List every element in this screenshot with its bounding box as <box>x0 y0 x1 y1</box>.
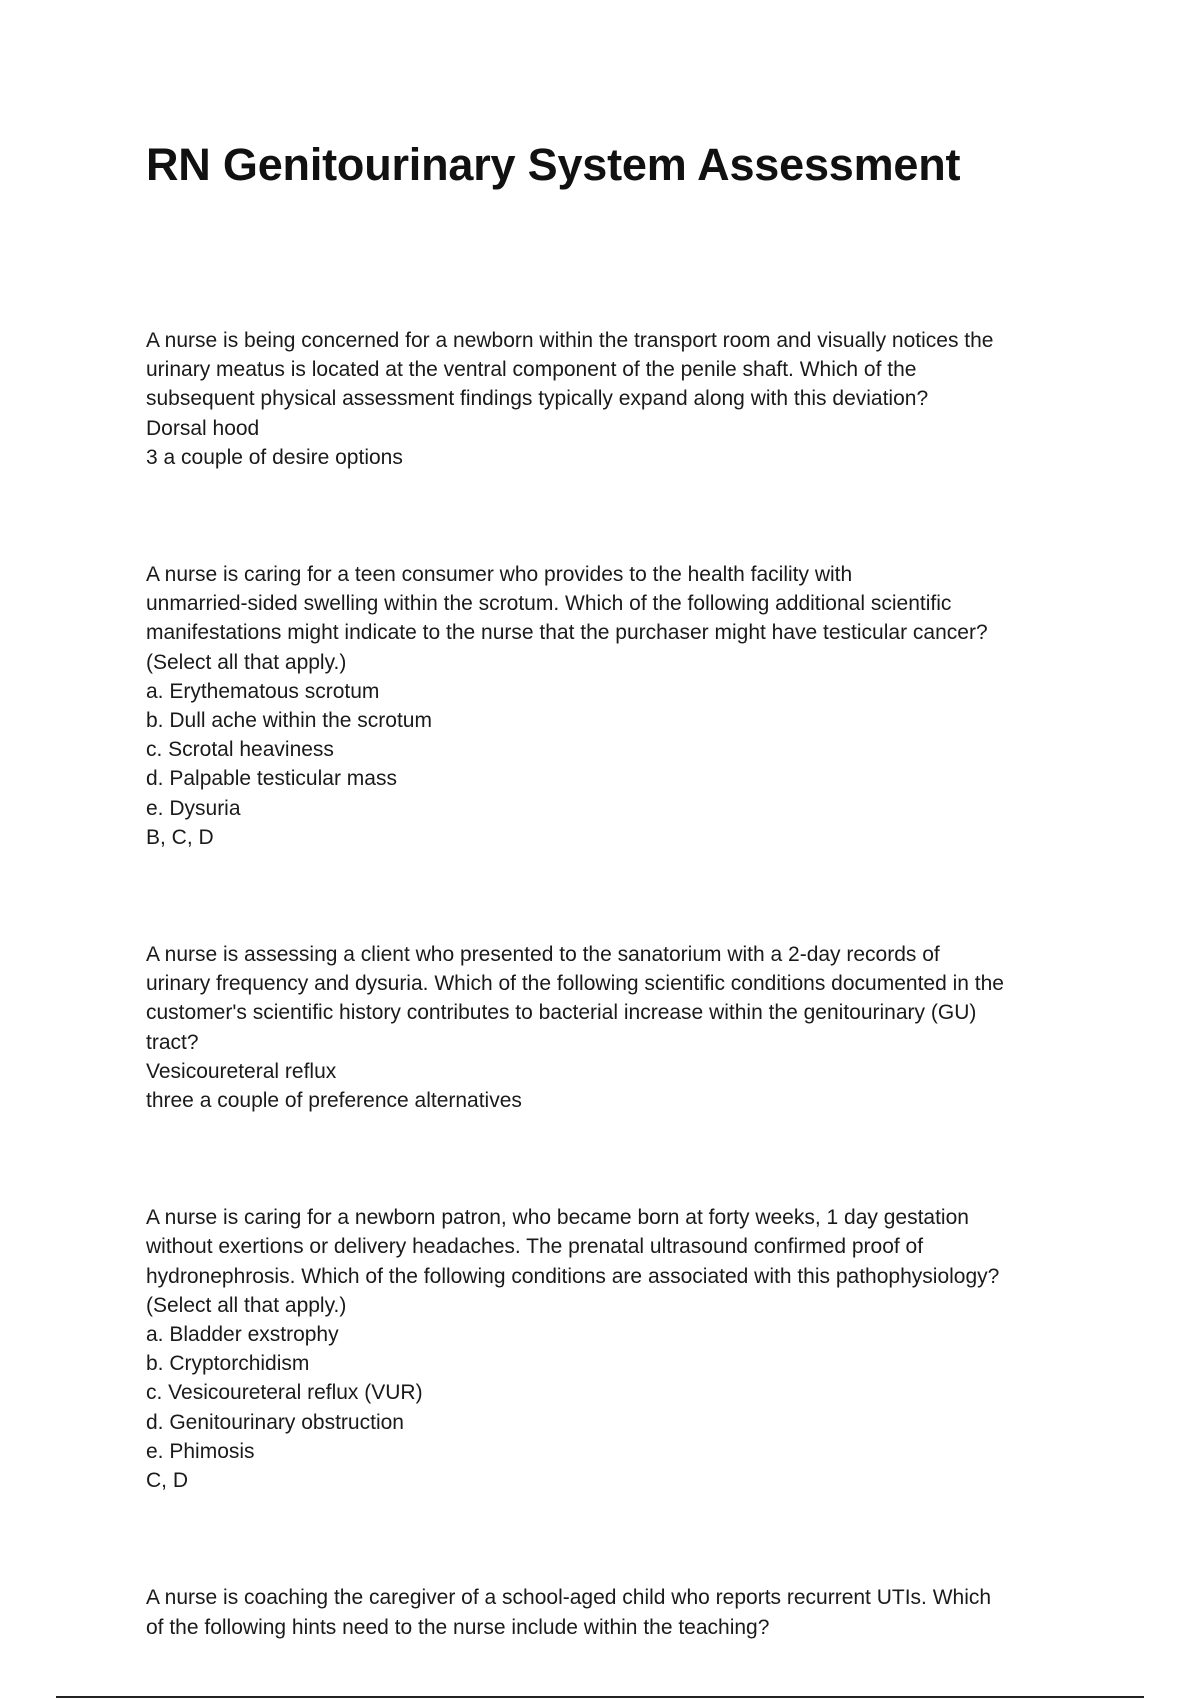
question-1 <box>146 326 1066 472</box>
question-1-stem-line: urinary meatus is located at the ventral component of the penile shaft. Which of the <box>146 358 917 382</box>
question-2-option-b: b. Dull ache within the scrotum <box>146 709 432 733</box>
question-1-answer: Dorsal hood <box>146 416 260 440</box>
page-bottom-rule <box>56 1696 1144 1698</box>
question-2-stem-line: unmarried-sided swelling within the scrotum. Which of the following additional scientific <box>146 592 952 616</box>
question-4-stem-line: (Select all that apply.) <box>146 1293 347 1317</box>
question-3-stem-line: urinary frequency and dysuria. Which of the following scientific conditions documented in the <box>146 972 1004 996</box>
question-2-stem-line: manifestations might indicate to the nurse that the purchaser might have testicular cancer? <box>146 621 988 645</box>
question-4-option-a: a. Bladder exstrophy <box>146 1323 339 1347</box>
question-3-answer: Vesicoureteral reflux <box>146 1059 337 1083</box>
question-3-stem-line: tract? <box>146 1030 199 1054</box>
question-2-stem-line: (Select all that apply.) <box>146 650 347 674</box>
question-5 <box>146 1583 1066 1641</box>
question-3-stem-line: A nurse is assessing a client who presented to the sanatorium with a 2-day records of <box>146 943 940 967</box>
question-3-note: three a couple of preference alternatives <box>146 1089 522 1113</box>
question-4-stem-line: hydronephrosis. Which of the following conditions are associated with this pathophysiology? <box>146 1264 1000 1288</box>
question-3 <box>146 940 1066 1115</box>
page-title: RN Genitourinary System Assessment <box>146 139 961 190</box>
question-4-option-e: e. Phimosis <box>146 1439 255 1463</box>
question-4-option-b: b. Cryptorchidism <box>146 1352 310 1376</box>
question-2-option-e: e. Dysuria <box>146 796 241 820</box>
question-4-answer: C, D <box>146 1469 188 1493</box>
question-4-stem-line: without exertions or delivery headaches. The prenatal ultrasound confirmed proof of <box>146 1235 924 1259</box>
question-3-stem-line: customer's scientific history contributes to bacterial increase within the genitourinary (GU) <box>146 1001 977 1025</box>
question-4 <box>146 1203 1066 1495</box>
question-2 <box>146 560 1066 852</box>
question-4-option-d: d. Genitourinary obstruction <box>146 1410 404 1434</box>
question-list <box>146 326 1066 1642</box>
question-1-stem-line: A nurse is being concerned for a newborn within the transport room and visually notices the <box>146 329 994 352</box>
question-5-stem-line: of the following hints need to the nurse include within the teaching? <box>146 1615 770 1639</box>
question-2-option-c: c. Scrotal heaviness <box>146 738 334 762</box>
question-4-option-c: c. Vesicoureteral reflux (VUR) <box>146 1381 423 1405</box>
question-5-stem-line: A nurse is coaching the caregiver of a school-aged child who reports recurrent UTIs. Which <box>146 1586 992 1610</box>
question-1-note: 3 a couple of desire options <box>146 445 403 469</box>
question-2-option-a: a. Erythematous scrotum <box>146 679 380 703</box>
question-2-option-d: d. Palpable testicular mass <box>146 767 397 791</box>
question-1-stem-line: subsequent physical assessment findings typically expand along with this deviation? <box>146 387 929 411</box>
question-2-stem-line: A nurse is caring for a teen consumer who provides to the health facility with <box>146 563 853 587</box>
question-2-answer: B, C, D <box>146 825 214 849</box>
question-4-stem-line: A nurse is caring for a newborn patron, who became born at forty weeks, 1 day gestation <box>146 1206 969 1230</box>
